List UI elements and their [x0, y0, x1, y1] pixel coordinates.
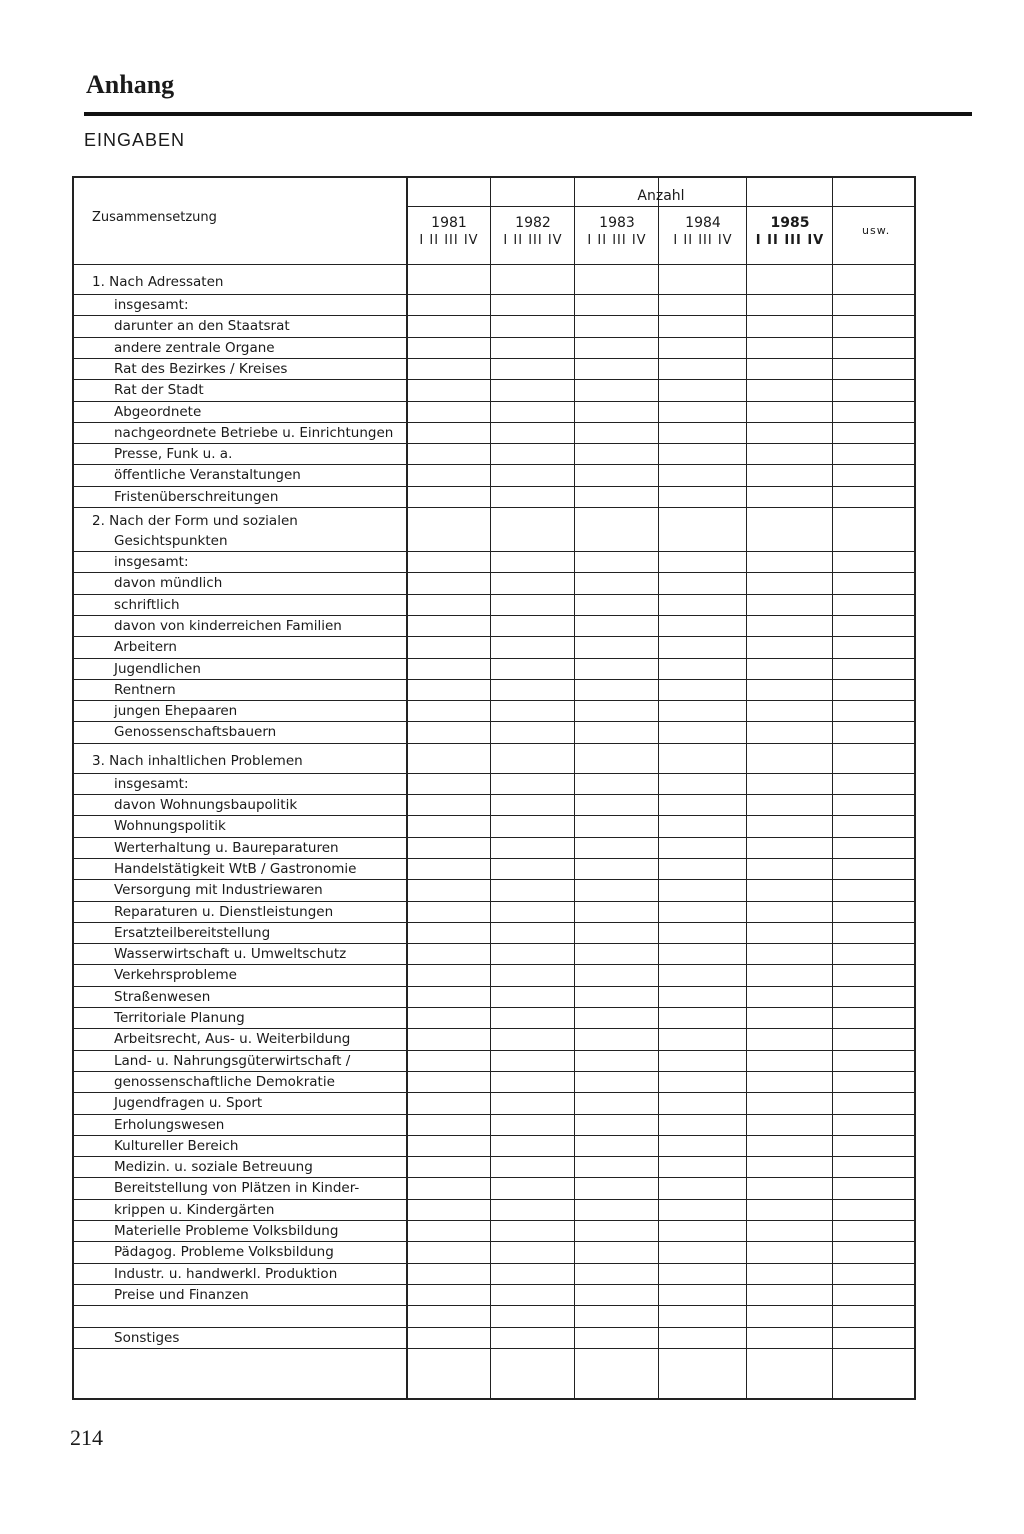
row-label: andere zentrale Organe [114, 339, 275, 356]
row-line [74, 422, 914, 423]
row-line [74, 901, 914, 902]
year-label: 1982 [515, 215, 551, 231]
row-line [74, 486, 914, 487]
year-header-1983 [576, 214, 658, 250]
header-bottom-line [74, 264, 914, 265]
row-line [74, 943, 914, 944]
section-title-1: 1. Nach Adressaten [92, 274, 224, 290]
row-label: Bereitstellung von Plätzen in Kinder- [114, 1180, 360, 1197]
page-heading: Anhang [86, 70, 175, 99]
header-divider [408, 206, 914, 207]
row-label: genossenschaftliche Demokratie [114, 1073, 335, 1090]
row-line [74, 658, 914, 659]
year-label: 1981 [431, 215, 467, 231]
row-line [74, 379, 914, 380]
year-header-1985 [748, 214, 832, 250]
row-label: insgesamt: [114, 554, 189, 570]
row-line [74, 986, 914, 987]
row-line [74, 1199, 914, 1200]
row-label: davon Wohnungsbaupolitik [114, 797, 298, 813]
row-line [74, 700, 914, 701]
row-label: Wasserwirtschaft u. Umweltschutz [114, 946, 347, 963]
page-number: 214 [70, 1425, 103, 1450]
quarter-labels: I II III IV [755, 233, 825, 248]
row-label: öffentliche Veranstaltungen [114, 467, 301, 484]
row-label: Materielle Probleme Volksbildung [114, 1223, 339, 1239]
row-line [74, 837, 914, 838]
row-label: Straßenwesen [114, 988, 211, 1005]
row-line [74, 337, 914, 338]
year-label: 1985 [770, 215, 810, 231]
section-title: EINGABEN [84, 130, 186, 150]
row-label: insgesamt: [114, 775, 189, 792]
section-title-2: 2. Nach der Form und sozialen [92, 513, 298, 529]
row-label: Medizin. u. soziale Betreuung [114, 1159, 313, 1176]
row-label: Preise und Finanzen [114, 1286, 249, 1303]
row-line [74, 507, 914, 508]
row-line [74, 294, 914, 295]
row-label: Arbeitern [114, 639, 177, 656]
row-label: Pädagog. Probleme Volksbildung [114, 1244, 334, 1261]
row-label: darunter an den Staatsrat [114, 318, 290, 335]
row-line [74, 443, 914, 444]
row-line [74, 1327, 914, 1328]
row-label: Sonstiges [114, 1329, 180, 1346]
row-label: Land- u. Nahrungsgüterwirtschaft / [114, 1052, 351, 1069]
row-label: Rat der Stadt [114, 382, 204, 399]
row-label: Abgeordnete [114, 403, 202, 420]
row-label: davon mündlich [114, 575, 223, 592]
row-line [74, 1305, 914, 1306]
row-line [74, 679, 914, 680]
row-label: Arbeitsrecht, Aus- u. Weiterbildung [114, 1031, 351, 1048]
row-line [74, 315, 914, 316]
row-line [74, 1050, 914, 1051]
row-line [74, 1028, 914, 1029]
row-label: schriftlich [114, 596, 180, 613]
row-line [74, 743, 914, 744]
row-label: Jugendlichen [114, 660, 201, 677]
row-label: Reparaturen u. Dienstleistungen [114, 903, 334, 920]
row-line [74, 1156, 914, 1157]
row-line [74, 636, 914, 637]
row-line [74, 1241, 914, 1242]
more-years-label: usw. [862, 224, 891, 237]
quarter-labels: I II III IV [673, 233, 733, 248]
year-header-1981 [408, 214, 490, 250]
quarter-labels: I II III IV [587, 233, 647, 248]
heading-rule [84, 112, 972, 116]
row-line [74, 401, 914, 402]
row-line [74, 1114, 914, 1115]
row-line [74, 464, 914, 465]
column-divider [574, 178, 575, 1398]
row-label: Wohnungspolitik [114, 818, 226, 835]
row-label: Genossenschaftsbauern [114, 724, 277, 741]
row-label: Presse, Funk u. a. [114, 446, 233, 463]
anzahl-label: Anzahl [637, 188, 685, 204]
row-line [74, 1071, 914, 1072]
year-header-1982 [492, 214, 574, 250]
year-header-1984 [660, 214, 746, 250]
column-divider [658, 178, 659, 1398]
row-label: Handelstätigkeit WtB / Gastronomie [114, 860, 357, 877]
row-label: Rat des Bezirkes / Kreises [114, 360, 288, 377]
row-label: Ersatzteilbereitstellung [114, 924, 271, 941]
row-line [74, 721, 914, 722]
row-line [74, 551, 914, 552]
row-label: krippen u. Kindergärten [114, 1201, 275, 1218]
row-line [74, 773, 914, 774]
row-line [74, 1263, 914, 1264]
row-label: Jugendfragen u. Sport [114, 1095, 263, 1112]
row-line [74, 922, 914, 923]
row-label: jungen Ehepaaren [114, 703, 238, 720]
row-label: davon von kinderreichen Familien [114, 617, 342, 634]
row-label: Versorgung mit Industriewaren [114, 882, 323, 899]
row-label: nachgeordnete Betriebe u. Einrichtungen [114, 424, 394, 441]
row-label: Kultureller Bereich [114, 1137, 239, 1154]
column-header-zusammensetzung: Zusammensetzung [92, 210, 217, 225]
row-line [74, 1135, 914, 1136]
column-divider [490, 178, 491, 1398]
row-line [74, 794, 914, 795]
row-line [74, 1220, 914, 1221]
section-title-3: 3. Nach inhaltlichen Problemen [92, 752, 303, 769]
row-line [74, 615, 914, 616]
section-title-2-cont: Gesichtspunkten [114, 533, 228, 549]
row-line [74, 815, 914, 816]
row-label: Rentnern [114, 681, 176, 698]
row-label: Werterhaltung u. Baureparaturen [114, 839, 339, 856]
year-label: 1983 [599, 215, 635, 231]
row-line [74, 1348, 914, 1349]
quarter-labels: I II III IV [419, 233, 479, 248]
row-label: Fristenüberschreitungen [114, 488, 279, 505]
row-line [74, 1092, 914, 1093]
row-line [74, 594, 914, 595]
row-line [74, 858, 914, 859]
column-divider [832, 178, 833, 1398]
row-line [74, 572, 914, 573]
row-line [74, 879, 914, 880]
form-table [72, 176, 916, 1400]
column-divider [746, 178, 747, 1398]
row-label: Industr. u. handwerkl. Produktion [114, 1265, 338, 1282]
row-label: Territoriale Planung [114, 1010, 245, 1026]
row-line [74, 964, 914, 965]
row-line [74, 358, 914, 359]
row-label: Verkehrsprobleme [114, 967, 237, 984]
quarter-labels: I II III IV [503, 233, 563, 248]
column-divider [406, 178, 408, 1398]
row-label: insgesamt: [114, 297, 189, 313]
row-label: Erholungswesen [114, 1116, 225, 1133]
year-label: 1984 [685, 215, 721, 231]
row-line [74, 1284, 914, 1285]
row-line [74, 1177, 914, 1178]
row-line [74, 1007, 914, 1008]
